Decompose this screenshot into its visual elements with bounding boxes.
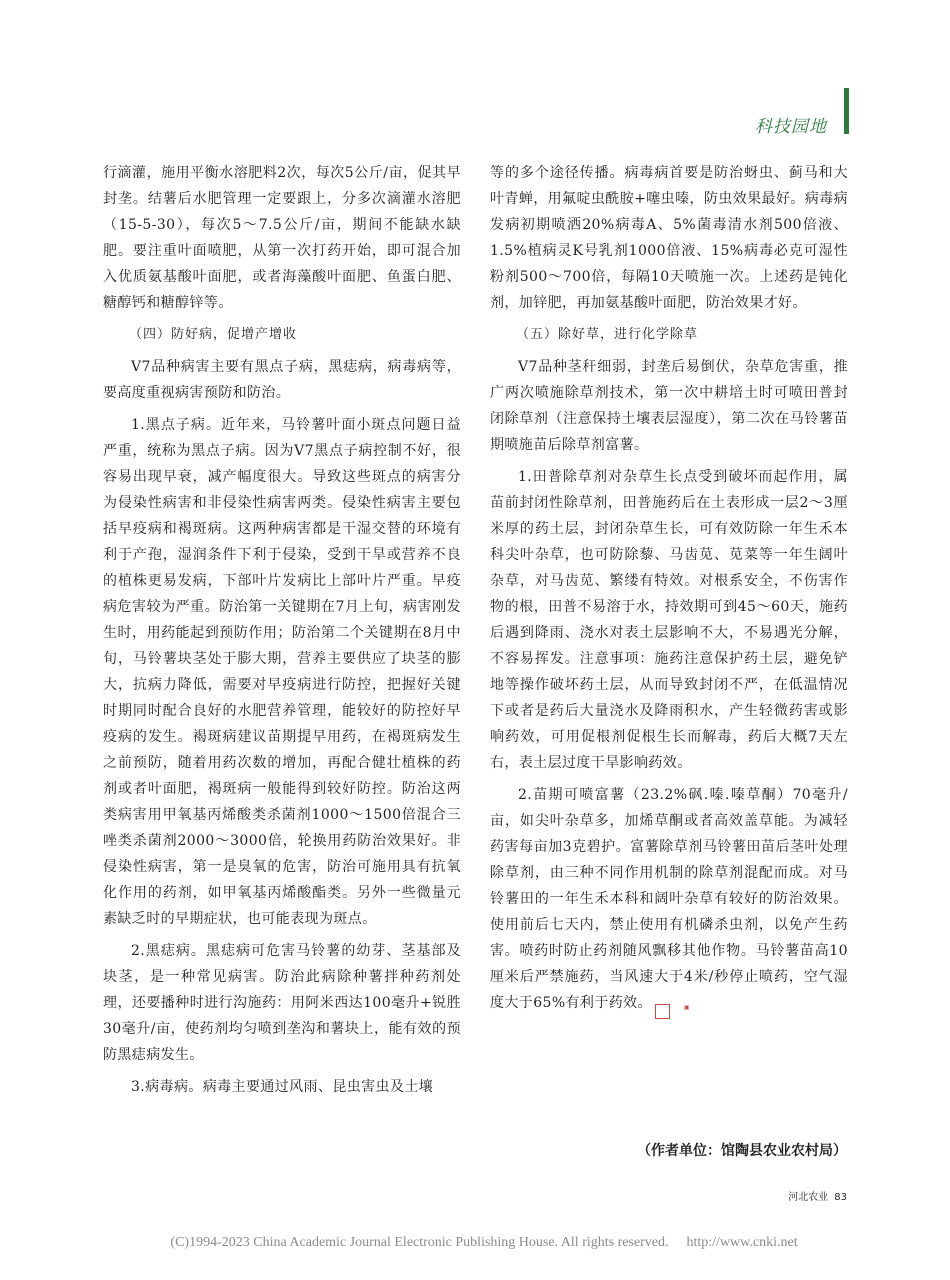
subheading-disease-control: （四）防好病，促增产增收 [129, 327, 298, 342]
copyright-url: http://www.cnki.net [686, 1235, 798, 1250]
paragraph: 1.田普除草剂对杂草生长点受到破坏而起作用，属苗前封闭性除草剂，田普施药后在土表形成一层2～3厘米厚的药土层，封闭杂草生长，可有效防除一年生禾本科尖叶杂草，也可防除藜、马齿苋、苋菜等一年生阔叶杂草，对马齿苋、繁缕有特效。对根系安全，不伤害作物的根，田普不易溶于水，持效期可到45～60天，施药后遇到降雨、浇水对表土层影响不大，不易遇光分解，不容易挥发。注意事项：施药注意保护药土层，避免铲地等操作破坏药土层，从而导致封闭不严，在低温情况下或者是药后大量浇水及降雨积水，产生轻微药害或影响药效，可用促根剂促根生长而解毒，药后大概7天左右，表土层过度干旱影响药效。 [490, 469, 848, 771]
paragraph-text: 2.苗期可喷富薯（23.2%砜.嗪.嗪草酮）70毫升/亩，如尖叶杂草多，加烯草酮或者高效盖草能。为减轻药害每亩加3克碧护。富薯除草剂马铃薯田苗后茎叶处理除草剂，由三种不同作用机制的除草剂混配而成。对马铃薯田的一年生禾本科和阔叶杂草有较好的防治效果。使用前后七天内，禁止使用有机磷杀虫剂，以免产生药害。喷药时防止药剂随风飘移其他作物。马铃薯苗高10厘米后严禁施药，当风速大于4米/秒停止喷药，空气湿度大于65%有利于药效。 [490, 787, 848, 1011]
page-footer [782, 1188, 847, 1203]
paragraph-final [490, 782, 848, 1019]
paragraph-continuation: 等的多个途径传播。病毒病首要是防治蚜虫、蓟马和大叶青蝉，用氟啶虫酰胺+噻虫嗪，防虫效果最好。病毒病发病初期喷洒20%病毒A、5%菌毒清水剂500倍液、1.5%植病灵K号乳剂1000倍液、15%病毒必克可湿性粉剂500～700倍，每隔10天喷施一次。上述药是钝化剂，加锌肥，再加氨基酸叶面肥，防治效果才好。 [490, 165, 848, 311]
author-affiliation: （作者单位：馆陶县农业农村局） [637, 1143, 847, 1159]
section-accent-bar [844, 88, 849, 134]
paragraph-continuation: 行滴灌，施用平衡水溶肥料2次，每次5公斤/亩，促其早封垄。结薯后水肥管理一定要跟上，分多次滴灌水溶肥（15-5-30），每次5～7.5公斤/亩，期间不能缺水缺肥。要注重叶面喷肥，从第一次打药开始，即可混合加入优质氨基酸叶面肥，或者海藻酸叶面肥、鱼蛋白肥、糖醇钙和糖醇锌等。 [103, 165, 461, 311]
paragraph: 2.黑痣病。黑痣病可危害马铃薯的幼芽、茎基部及块茎，是一种常见病害。防治此病除种薯拌种药剂处理，还要播种时进行沟施药：用阿米西达100毫升+锐胜30毫升/亩，使药剂均匀喷到垄沟和薯块上，能有效的预防黑痣病发生。 [103, 943, 461, 1063]
paragraph: V7品种病害主要有黑点子病，黑痣病，病毒病等，要高度重视病害预防和防治。 [103, 359, 461, 401]
paragraph: V7品种茎秆细弱，封垄后易倒伏，杂草危害重，推广两次喷施除草剂技术，第一次中耕培土时可喷田普封闭除草剂（注意保持土壤表层湿度），第二次在马铃薯苗期喷施苗后除草剂富薯。 [490, 359, 848, 453]
journal-name: 河北农业 [788, 1192, 829, 1203]
page-number: 83 [834, 1192, 847, 1203]
copyright-watermark [0, 1235, 950, 1251]
copyright-notice: (C)1994-2023 China Academic Journal Electronic Publishing House. All rights reserved. [170, 1235, 669, 1250]
paragraph: 3.病毒病。病毒主要通过风雨、昆虫害虫及土壤 [131, 1079, 434, 1095]
section-label: 科技园地 [755, 117, 827, 137]
paragraph: 1.黑点子病。近年来，马铃薯叶面小斑点问题日益严重，统称为黑点子病。因为V7黑点子病控制不好，很容易出现早衰，减产幅度很大。导致这些斑点的病害分为侵染性病害和非侵染性病害两类。侵染性病害主要包括早疫病和褐斑病。这两种病害都是干湿交替的环境有利于产孢，湿润条件下利于侵染，受到干旱或营养不良的植株更易发病，下部叶片发病比上部叶片严重。早疫病危害较为严重。防治第一关键期在7月上旬，病害刚发生时，用药能起到预防作用；防治第二个关键期在8月中旬，马铃薯块茎处于膨大期，营养主要供应了块茎的膨大，抗病力降低，需要对早疫病进行防控，把握好关键时期同时配合良好的水肥营养管理，能较好的防控好早疫病的发生。褐斑病建议苗期提早用药，在褐斑病发生之前预防，随着用药次数的增加，再配合健壮植株的药剂或者叶面肥，褐斑病一般能得到较好防控。防治这两类病害用甲氧基丙烯酸类杀菌剂1000～1500倍混合三唑类杀菌剂2000～3000倍，轮换用药防治效果好。非侵染性病害，第一是臭氧的危害，防治可施用具有抗氧化作用的药剂，如甲氧基丙烯酸酯类。另外一些微量元素缺乏时的早期症状，也可能表现为斑点。 [103, 417, 461, 927]
left-column [103, 160, 461, 1106]
end-seal-icon: ▣ [655, 1004, 670, 1019]
right-column [490, 160, 848, 1025]
subheading-weed-control: （五）除好草，进行化学除草 [516, 327, 699, 342]
